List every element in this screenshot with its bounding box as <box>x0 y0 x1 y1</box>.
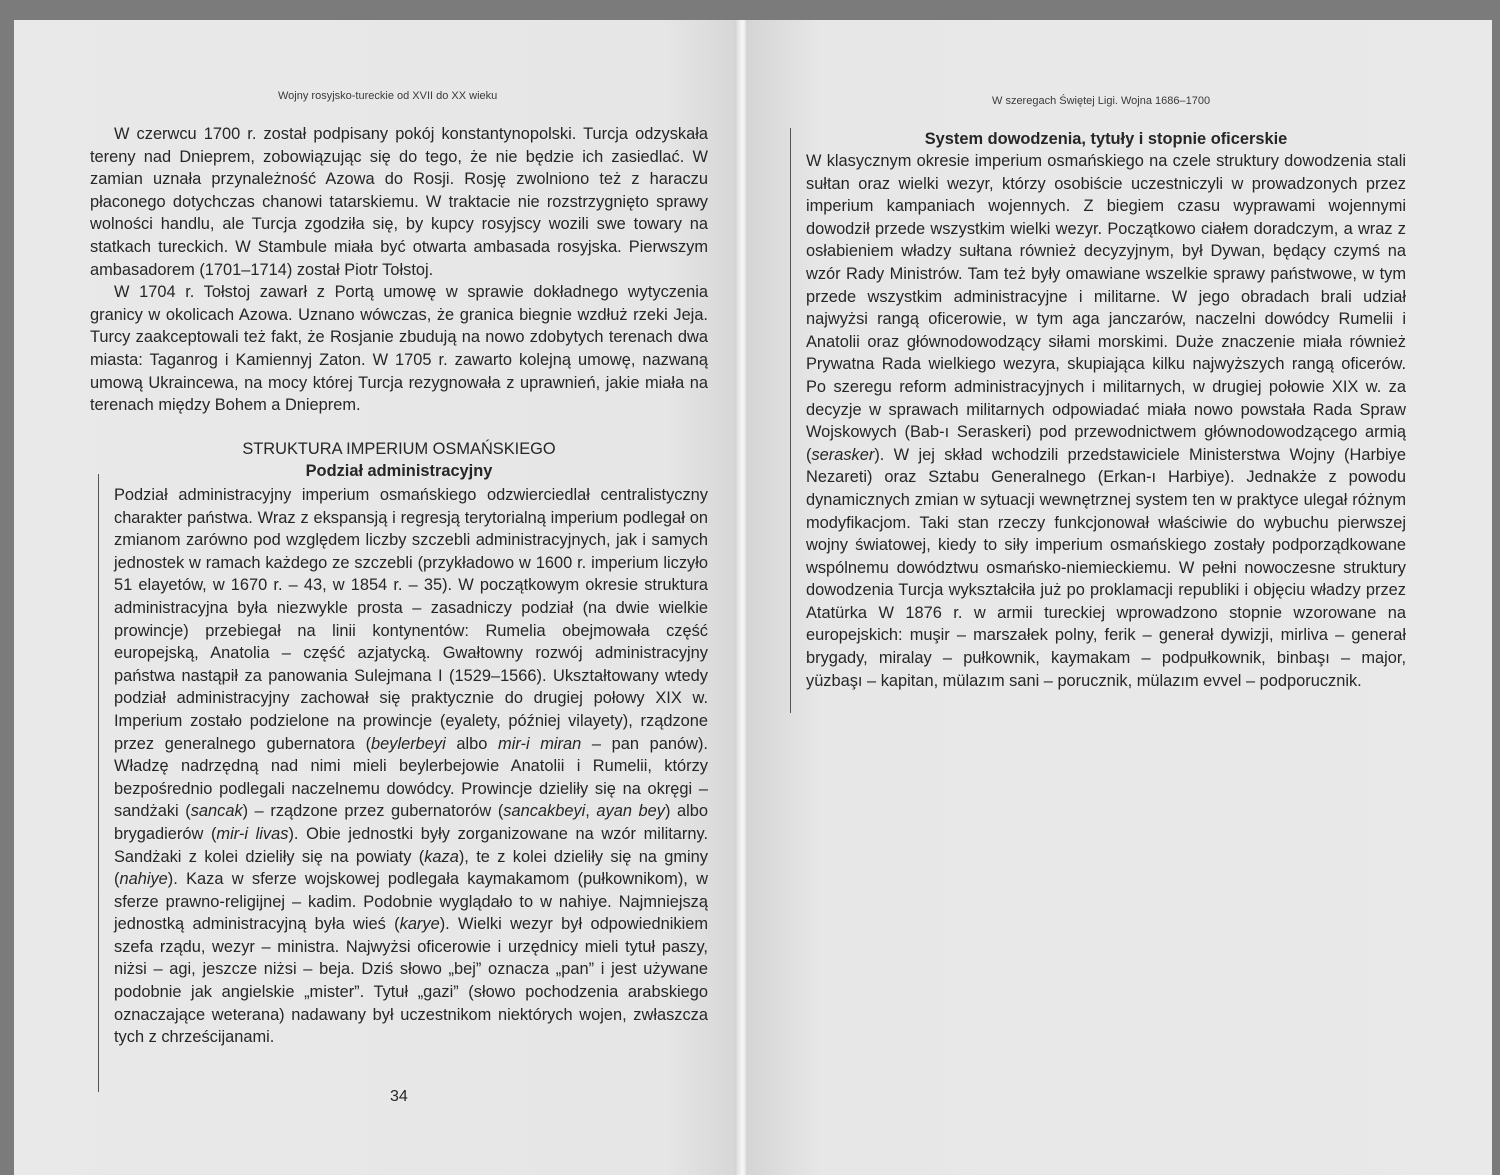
running-head-left: Wojny rosyjsko-tureckie od XVII do XX wieku <box>278 90 498 102</box>
italic-term: mir-i miran <box>498 734 582 753</box>
text-run: albo <box>445 734 499 753</box>
book-spread <box>14 20 1492 1175</box>
text-run: ), te z kolei dzieliły się na gminy ( <box>114 847 708 889</box>
margin-rule-left <box>98 474 99 1092</box>
command-system-text <box>806 150 1406 692</box>
italic-term: beylerbeyi <box>371 734 446 753</box>
text-run: ). W jej skład wchodzili przedstawiciele Ministerstwa Wojny (Harbiye Nezareti) oraz Sztabu Generalnego (Erkan-ı Harbiye). Jednakże z powodu dynamicznych zmian w sytuacji wewnętrznej system ten w praktyce ulegał różnym modyfikacjom. Taki stan rzeczy funkcjonował właściwie do wybuchu pierwszej wojny światowej, kiedy to siły imperium osmańskiego zostały podporządkowane wspólnemu dowództwu osmańsko-niemieckiemu. W pełni nowoczesne struktury dowodzenia Turcja wykształciła już po proklamacji republiki i objęciu władzy przez Atatürka W 1876 r. w armii tureckiej wprowadzono stopnie wzorowane na europejskich: muşir – marszałek polny, ferik – generał dywizji, mirliva – generał brygady, miralay – pułkownik, kaymakam – podpułkownik, binbaşı – major, yüzbaşı – kapitan, mülazım sani – porucznik, mülazım evvel – podporucznik. <box>806 445 1406 690</box>
text-run: , <box>585 802 597 821</box>
subheading-administration: Podział administracyjny <box>305 462 493 480</box>
text-run: ) – rządzone przez gubernatorów ( <box>242 802 504 821</box>
text-run: Podział administracyjny imperium osmańskiego odzwierciedlał centralistyczny charakter państwa. Wraz z ekspansją i regresją terytorialną imperium podlegał on zmianom zarówno pod względem liczby szczebli administracyjnych, jak i samych jednostek w ramach każdego ze szczebli (przykładowo w 1600 r. imperium liczyło 51 elayetów, w 1670 r. – 43, w 1854 r. – 35). W początkowym okresie struktura administracyjna była niezwykle prosta – zasadniczy podział (na dwie wielkie prowincje) przebiegał na linii kontynentów: Rumelia obejmowała część europejską, Anatolia – część azjatycką. Gwałtowny rozwój administracyjny państwa nastąpił za panowania Sulejmana I (1529–1566). Ukształtowany wtedy podział administracyjny zachował się praktycznie do drugiej połowy XIX w. Imperium zostało podzielone na prowincje (eyalety, później vilayety), rządzone przez generalnego gubernatora ( <box>114 486 708 753</box>
intro-text <box>90 123 708 417</box>
running-head-right: W szeregach Świętej Ligi. Wojna 1686–1700 <box>992 95 1211 107</box>
subheading-command-system: System dowodzenia, tytuły i stopnie oficerskie <box>924 130 1288 148</box>
text-run: ) albo brygadierów ( <box>114 802 708 843</box>
text-run: – pan panów). Władzę nadrzędną nad nimi mieli beylerbejowie Anatolii i Rumelii, którzy bezpośrednio podlegali naczelnemu dowódcy. Prowincje dzieliły się na okręgi – sandżaki ( <box>114 734 708 821</box>
italic-term: sancak <box>190 802 243 821</box>
paragraph: W 1704 r. Tołstoj zawarł z Portą umowę w sprawie dokładnego wytyczenia granicy w okolicach Azowa. Uznano wówczas, że granica biegnie wzdłuż rzeki Jeja. Turcy zaakceptowali też fakt, że Rosjanie zbudują na nowo zdobytych terenach dwa miasta: Taganrog i Kamiennyj Zaton. W 1705 r. zawarto kolejną umowę, nazwaną umową Ukraincewa, na mocy której Turcja rezygnowała z uprawnień, jakie miała na terenach między Bohem a Dnieprem. <box>90 283 708 415</box>
text-run: ). Wielki wezyr był odpowiednikiem szefa rządu, wezyr – ministra. Najwyżsi oficerowie i urzędnicy mieli tytuł paszy, niżsi – agi, jeszcze niżsi – beja. Dziś słowo „bej” oznacza „pan” i jest używane podobnie jak angielskie „mister”. Tytuł „gazi” (słowo pochodzenia arabskiego oznaczające weterana) nadawany był uczestnikom niektórych wojen, zwłaszcza tych z chrześcijanami. <box>114 915 708 1047</box>
italic-term: sancakbeyi <box>503 802 586 821</box>
margin-rule-right <box>790 128 791 713</box>
italic-term: karye <box>399 915 440 934</box>
text-run: ). Obie jednostki były zorganizowane na wzór militarny. Sandżaki z kolei dzieliły się na powiaty ( <box>114 824 709 866</box>
right-page <box>746 20 1492 1175</box>
italic-term: serasker <box>811 445 875 464</box>
paragraph <box>806 150 1406 692</box>
administration-text <box>114 484 708 1049</box>
italic-term: kaza <box>424 847 459 866</box>
text-run: W klasycznym okresie imperium osmańskiego na czele struktury dowodzenia stali sułtan oraz wielki wezyr, którzy osobiście uczestniczyli w prowadzonych przez imperium kampaniach wojennych. Z biegiem czasu wyprawami wojennymi dowodził przede wszystkim wielki wezyr. Początkowo ciałem doradczym, a wraz z osłabieniem władzy sułtana również decyzyjnym, był Dywan, będący czymś na wzór Rady Ministrów. Tam też były omawiane wszelkie sprawy państwowe, w tym przede wszystkim administracyjne i militarne. W jego obradach brali udział najwyżsi rangą oficerowie, w tym aga janczarów, naczelni dowódcy Rumelii i Anatolii oraz głównodowodzący siłami morskimi. Duże znaczenie miała również Prywatna Rada wielkiego wezyra, skupiająca kilku najwyższych rangą oficerów. Po szeregu reform administracyjnych i militarnych, w drugiej połowie XIX w. za decyzje w sprawach militarnych odpowiadać miała nowo powstała Rada Spraw Wojskowych (Bab-ı Seraskeri) pod przewodnictwem głównodowodzącego armią ( <box>806 152 1406 464</box>
left-page <box>14 20 738 1175</box>
italic-term: ayan bey <box>596 802 665 821</box>
italic-term: nahiye <box>119 870 168 889</box>
section-heading: STRUKTURA IMPERIUM OSMAŃSKIEGO <box>242 440 556 458</box>
paragraph: W czerwcu 1700 r. został podpisany pokój konstantynopolski. Turcja odzyskała tereny nad Dnieprem, zobowiązując się do tego, że nie będzie ich zasiedlać. W zamian uznała przynależność Azowa do Rosji. Rosję zwolniono też z haraczu płaconego dotychczas chanowi tatarskiemu. W traktacie nie rozstrzygnięto sprawy wolności handlu, ale Turcja zgodziła się, by kupcy rosyjscy wozili swe towary na statkach tureckich. W Stambule miała być otwarta ambasada rosyjska. Pierwszym ambasadorem (1701–1714) został Piotr Tołstoj. <box>90 125 708 279</box>
paragraph <box>114 484 708 1049</box>
italic-term: mir-i livas <box>216 824 289 843</box>
text-run: ). Kaza w sferze wojskowej podlegała kaymakamom (pułkownikom), w sferze prawno-religijnej – kadim. Podobnie wyglądało to w nahiye. Najmniejszą jednostką administracyjną była wieś ( <box>114 870 708 934</box>
page-number: 34 <box>390 1088 408 1105</box>
